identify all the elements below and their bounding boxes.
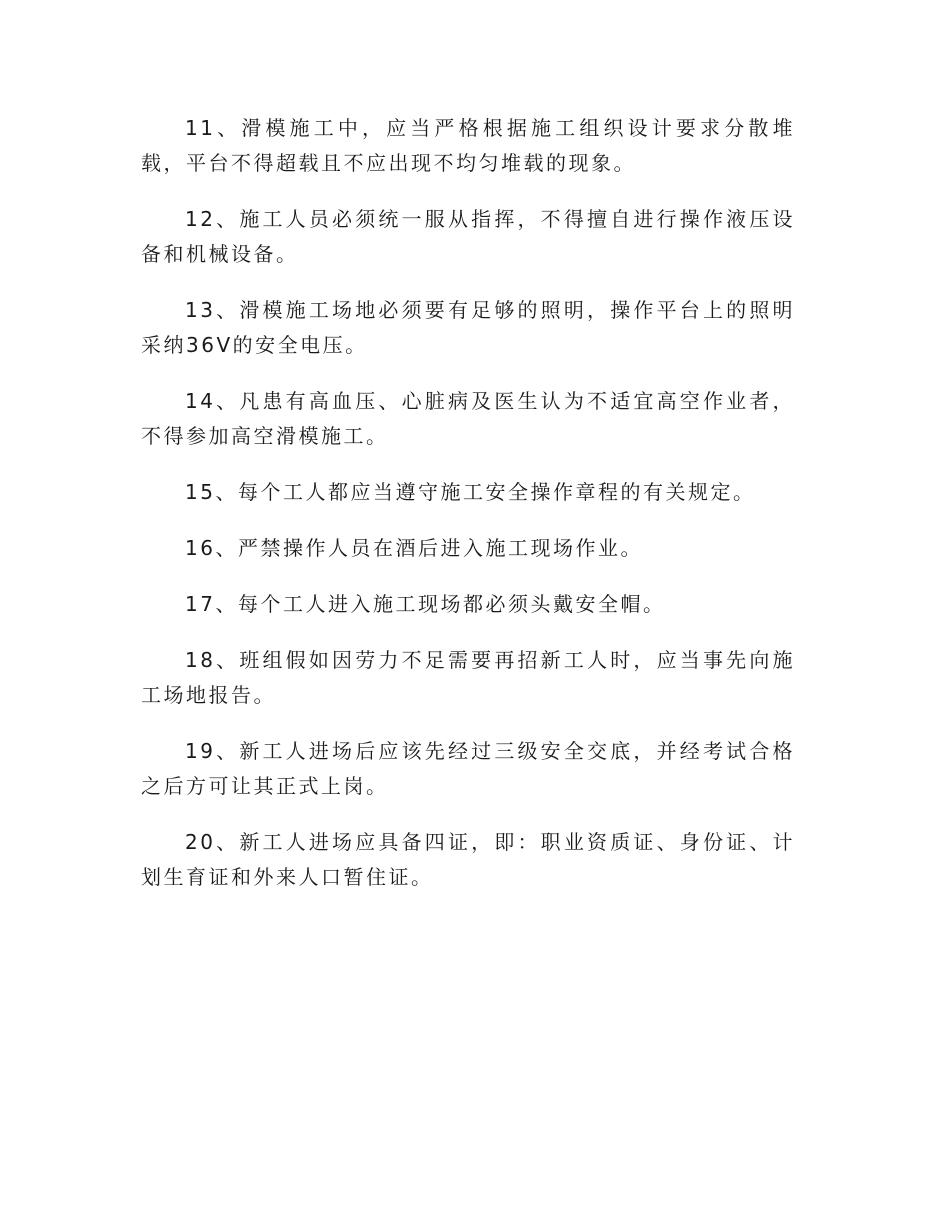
- paragraph-14: 14、凡患有高血压、心脏病及医生认为不适宜高空作业者，不得参加高空滑模施工。: [141, 389, 795, 448]
- paragraph-19: 19、新工人进场后应该先经过三级安全交底，并经考试合格之后方可让其正式上岗。: [141, 739, 795, 798]
- paragraph-13: 13、滑模施工场地必须要有足够的照明，操作平台上的照明采纳36V的安全电压。: [141, 298, 795, 357]
- paragraph-17: 17、每个工人进入施工现场都必须头戴安全帽。: [185, 592, 666, 616]
- paragraph-15: 15、每个工人都应当遵守施工安全操作章程的有关规定。: [185, 480, 756, 504]
- paragraph-12: 12、施工人员必须统一服从指挥，不得擅自进行操作液压设备和机械设备。: [141, 207, 795, 266]
- paragraph-16: 16、严禁操作人员在酒后进入施工现场作业。: [185, 536, 643, 560]
- paragraph-11: 11、滑模施工中，应当严格根据施工组织设计要求分散堆载，平台不得超载且不应出现不均匀堆载的现象。: [141, 116, 795, 175]
- paragraph-20: 20、新工人进场应具备四证，即：职业资质证、身份证、计划生育证和外来人口暂住证。: [141, 830, 795, 889]
- paragraph-18: 18、班组假如因劳力不足需要再招新工人时，应当事先向施工场地报告。: [141, 648, 795, 707]
- document-body: [141, 111, 795, 916]
